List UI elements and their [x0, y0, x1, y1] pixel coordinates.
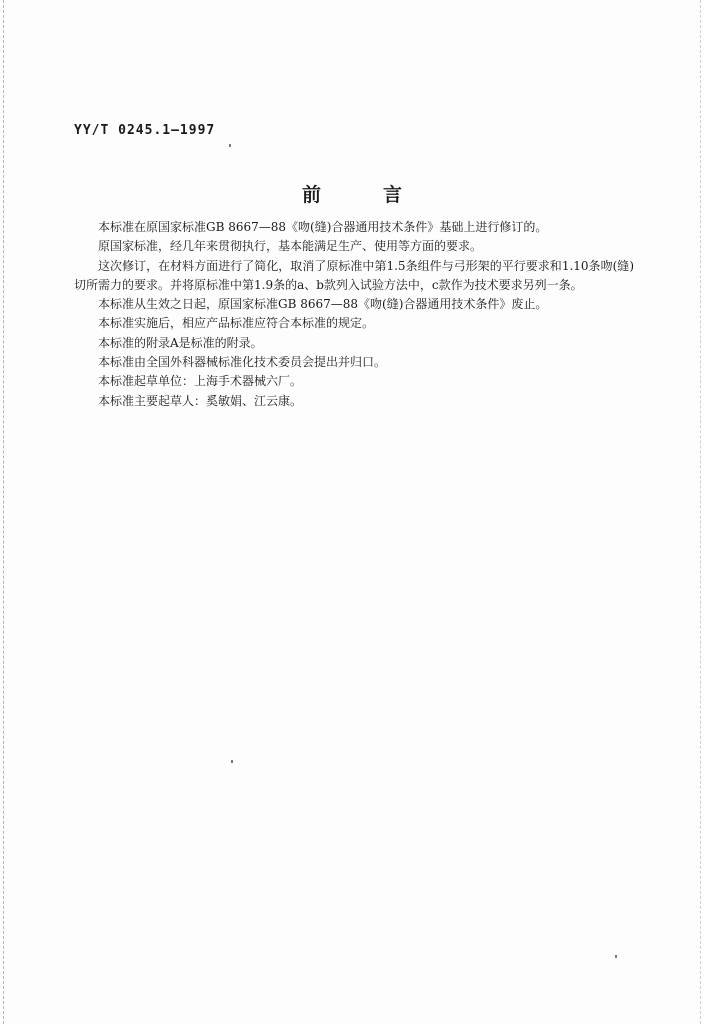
paragraph-9: 本标准主要起草人：奚敏娟、江云康。 [98, 393, 303, 408]
page-title [0, 180, 704, 207]
paragraph-2: 原国家标准，经几年来贯彻执行，基本能满足生产、使用等方面的要求。 [98, 239, 483, 254]
title-char-1: 前 [301, 184, 321, 206]
paragraph-5: 本标准实施后，相应产品标准应符合本标准的规定。 [98, 316, 375, 331]
standard-number: YY/T 0245.1—1997 [74, 123, 216, 138]
paragraph-3: 这次修订，在材料方面进行了简化，取消了原标准中第1.5条组件与弓形架的平行要求和1.10条吻(缝)切所需力的要求。并将原标准中第1.9条的a、b款列入试验方法中，c款作为技术要求另列一条。 [74, 258, 634, 292]
paragraph-6: 本标准的附录A是标准的附录。 [98, 335, 263, 350]
scan-edge-left [3, 0, 5, 1024]
paragraph-7: 本标准由全国外科器械标准化技术委员会提出并归口。 [98, 355, 387, 370]
scan-speck [615, 955, 617, 958]
title-char-2: 言 [383, 184, 403, 206]
scan-edge-right [700, 0, 702, 1024]
scan-speck [231, 760, 233, 763]
paragraph-4: 本标准从生效之日起，原国家标准GB 8667—88《吻(缝)合器通用技术条件》废止。 [98, 297, 548, 312]
paragraph-8: 本标准起草单位：上海手术器械六厂。 [98, 374, 303, 389]
scan-speck [229, 144, 231, 147]
paragraph-1: 本标准在原国家标准GB 8667—88《吻(缝)合器通用技术条件》基础上进行修订的。 [98, 220, 548, 234]
foreword-body [74, 218, 634, 411]
